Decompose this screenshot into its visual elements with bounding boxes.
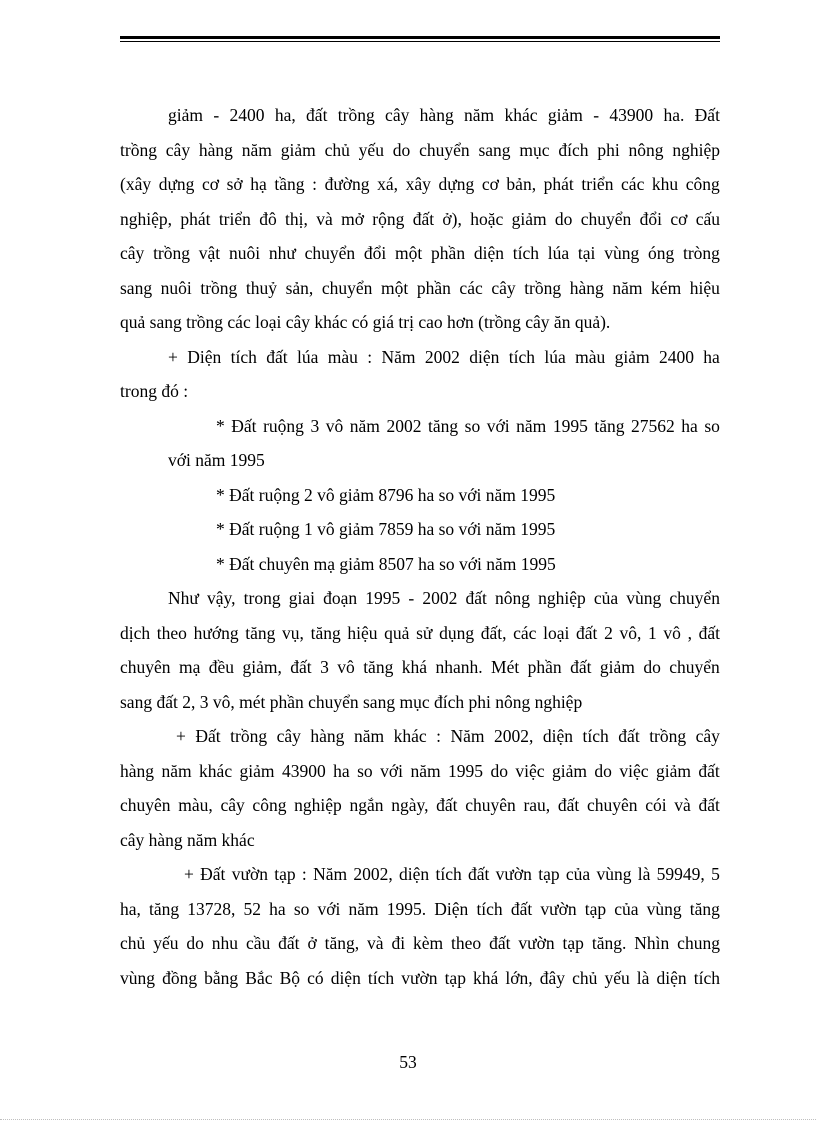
paragraph-line: (xây dựng cơ sở hạ tầng : đường xá, xây dựng cơ bản, phát triển các khu công [120,174,720,194]
list-item: với năm 1995 [168,450,265,470]
list-item: * Đất ruộng 1 vô giảm 7859 ha so với năm 1995 [216,519,556,539]
paragraph-line: chủ yếu do nhu cầu đất ở tăng, và đi kèm theo đất vườn tạp tăng. Nhìn chung [120,933,720,953]
paragraph-line: dịch theo hướng tăng vụ, tăng hiệu quả sử dụng đất, các loại đất 2 vô, 1 vô , đất [120,622,720,643]
body-text [120,98,720,995]
paragraph-line: Như vậy, trong giai đoạn 1995 - 2002 đất nông nghiệp của vùng chuyển [168,588,720,608]
paragraph-line: trong đó : [120,381,189,401]
paragraph-line: sang nuôi trồng thuỷ sản, chuyển một phần các cây trồng hàng năm kém hiệu [120,277,720,298]
paragraph-line: ha, tăng 13728, 52 ha so với năm 1995. Diện tích đất vườn tạp của vùng tăng [120,898,720,919]
paragraph-line: chuyên mạ đều giảm, đất 3 vô tăng khá nhanh. Mét phần đất giảm do chuyển [120,657,720,677]
paragraph-line: hàng năm khác giảm 43900 ha so với năm 1995 do việc giảm do việc giảm đất [120,760,720,781]
paragraph-line: trồng cây hàng năm giảm chủ yếu do chuyển sang mục đích phi nông nghiệp [120,139,720,160]
paragraph-line: sang đất 2, 3 vô, mét phần chuyển sang mục đích phi nông nghiệp [120,691,583,712]
paragraph-line: vùng đồng bằng Bắc Bộ có diện tích vườn tạp khá lớn, đây chủ yếu là diện tích [120,967,720,988]
list-item: * Đất ruộng 3 vô năm 2002 tăng so với năm 1995 tăng 27562 ha so [216,415,720,436]
paragraph-line: + Đất trồng cây hàng năm khác : Năm 2002, diện tích đất trồng cây [176,726,720,746]
paragraph-line: + Diện tích đất lúa màu : Năm 2002 diện tích lúa màu giảm 2400 ha [168,346,720,367]
footer-dotted-rule [0,1119,816,1120]
header-rule-thin [120,41,720,42]
paragraph-line: nghiệp, phát triển đô thị, và mở rộng đất ở), hoặc giảm do chuyển đổi cơ cấu [120,208,720,229]
paragraph-line: chuyên màu, cây công nghiệp ngắn ngày, đất chuyên rau, đất chuyên cói và đất [120,795,720,815]
list-item: * Đất chuyên mạ giảm 8507 ha so với năm 1995 [216,553,556,574]
page-number: 53 [399,1052,417,1072]
paragraph-line: + Đất vườn tạp : Năm 2002, diện tích đất vườn tạp của vùng là 59949, 5 [184,864,720,884]
paragraph-line: quả sang trồng các loại cây khác có giá trị cao hơn (trồng cây ăn quả). [120,312,611,332]
paragraph-line: cây trồng vật nuôi như chuyển đổi một phần diện tích lúa tại vùng óng tròng [120,243,720,263]
list-item: * Đất ruộng 2 vô giảm 8796 ha so với năm 1995 [216,484,556,505]
paragraph-line: giảm - 2400 ha, đất trồng cây hàng năm khác giảm - 43900 ha. Đất [168,105,720,125]
header-rule-thick [120,36,720,39]
paragraph-line: cây hàng năm khác [120,829,255,850]
